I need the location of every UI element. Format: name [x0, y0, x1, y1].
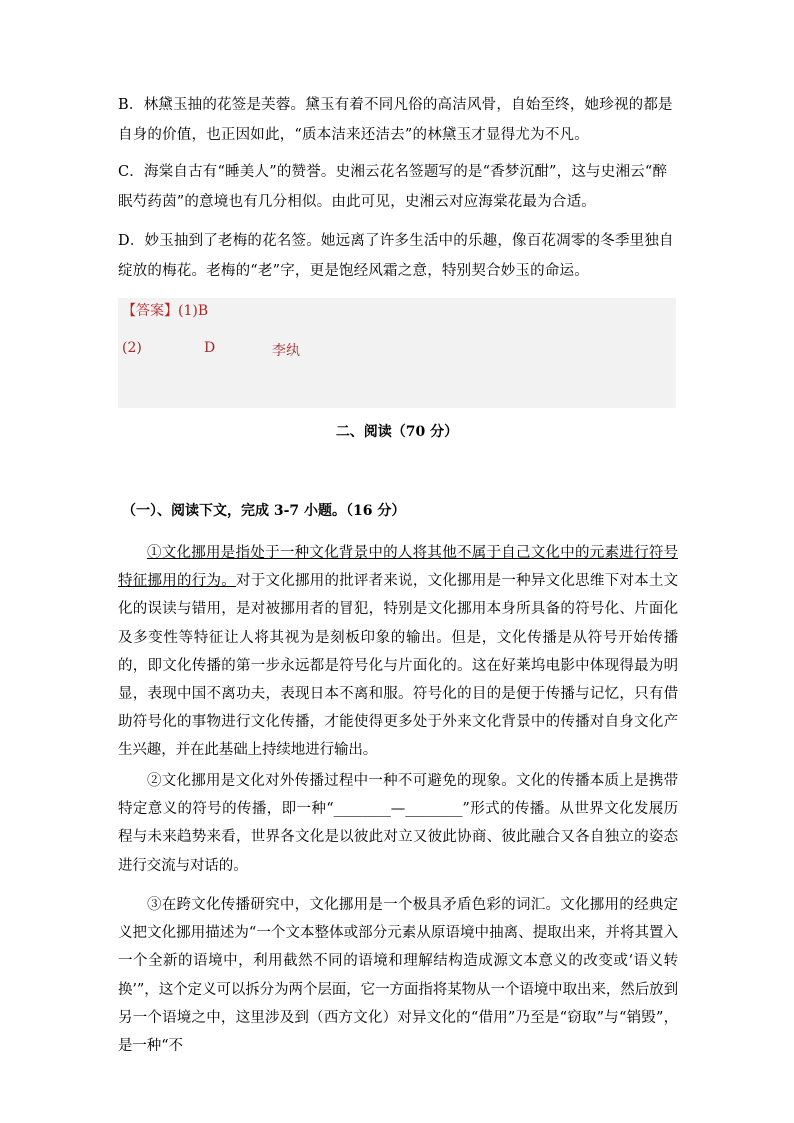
option-c-text: 海棠自古有“睡美人”的赞誉。史湘云花名签题写的是“香梦沉酣”，这与史湘云“醉眠芍药茵”的意境也有几分相似。由此可见，史湘云对应海棠花最为合适。 — [118, 164, 668, 210]
paragraph-1 — [118, 539, 678, 765]
option-d — [118, 226, 678, 286]
answer-part-2-name: 李纨 — [272, 343, 300, 359]
answer-label: 【答案】 — [122, 303, 178, 319]
answer-part-2-choice: D — [204, 340, 216, 356]
option-c-label: C． — [118, 164, 144, 180]
option-d-text: 妙玉抽到了老梅的花名签。她远离了许多生活中的乐趣，像百花凋零的冬季里独自绽放的梅花。老梅的“老”字，更是饱经风霜之意，特别契合妙玉的命运。 — [118, 233, 674, 279]
answer-line-1 — [122, 300, 208, 320]
option-b-text: 林黛玉抽的花签是芙蓉。黛玉有着不同凡俗的高洁风骨，自始至终，她珍视的都是自身的价值，也正因如此，“质本洁来还洁去”的林黛玉才显得尤为不凡。 — [118, 97, 673, 143]
answer-box — [118, 298, 676, 408]
paragraph-1-body: 对于文化挪用的批评者来说，文化挪用是一种异文化思维下对本土文化的误读与错用，是对被挪用者的冒犯，特别是文化挪用本身所具备的符号化、片面化及多变性等特征让人将其视为是刻板印象的输出。但是，文化传播是从符号开始传播的，即文化传播的第一步永远都是符号化与片面化的。这在好莱坞电影中体现得最为明显，表现中国不离功夫，表现日本不离和服。符号化的目的是便于传播与记忆，只有借助符号化的事物进行文化传播，才能使得更多处于外来文化背景中的传播对自身文化产生兴趣，并在此基础上持续地进行输出。 — [118, 573, 678, 759]
option-b — [118, 90, 678, 150]
paragraph-3-body: ③在跨文化传播研究中，文化挪用是一个极具矛盾色彩的词汇。文化挪用的经典定义把文化挪用描述为“一个文本整体或部分元素从原语境中抽离、提取出来，并将其置入一个全新的语境中，利用截然不同的语境和理解结构造成源文本意义的改变或‘语义转换’”，这个定义可以拆分为两个层面，它一方面指将某物从一个语境中取出来，然后放到另一个语境之中，这里涉及到（西方文化）对异文化的“借用”乃至是“窃取”与“销毁”，是一种“不 — [118, 897, 678, 1055]
option-c — [118, 157, 678, 217]
option-b-label: B． — [118, 97, 144, 113]
answer-part-2-number: (2) — [122, 340, 142, 356]
section-subtitle: （一）、阅读下文，完成 3-7 小题。（16 分） — [122, 503, 406, 519]
section-title: 二、阅读（70 分） — [335, 424, 459, 440]
paragraph-3 — [118, 891, 678, 1060]
answer-part-1: (1)B — [178, 303, 209, 319]
paragraph-1-definition: ①文化挪用是指处于一种文化背景中的人将其他不属于自己文化中的元素进行符号特征挪用的行为。 — [118, 545, 678, 590]
paragraph-2 — [118, 767, 678, 880]
paragraph-2-body: ②文化挪用是文化对外传播过程中一种不可避免的现象。文化的传播本质上是携带特定意义的符号的传播，即一种“________—________”形式的传播。从世界文化发展历程与未来趋势来看，世界各文化是以彼此对立又彼此协商、彼此融合又各自独立的姿态进行交流与对话的。 — [118, 773, 678, 874]
option-d-label: D． — [118, 233, 145, 249]
